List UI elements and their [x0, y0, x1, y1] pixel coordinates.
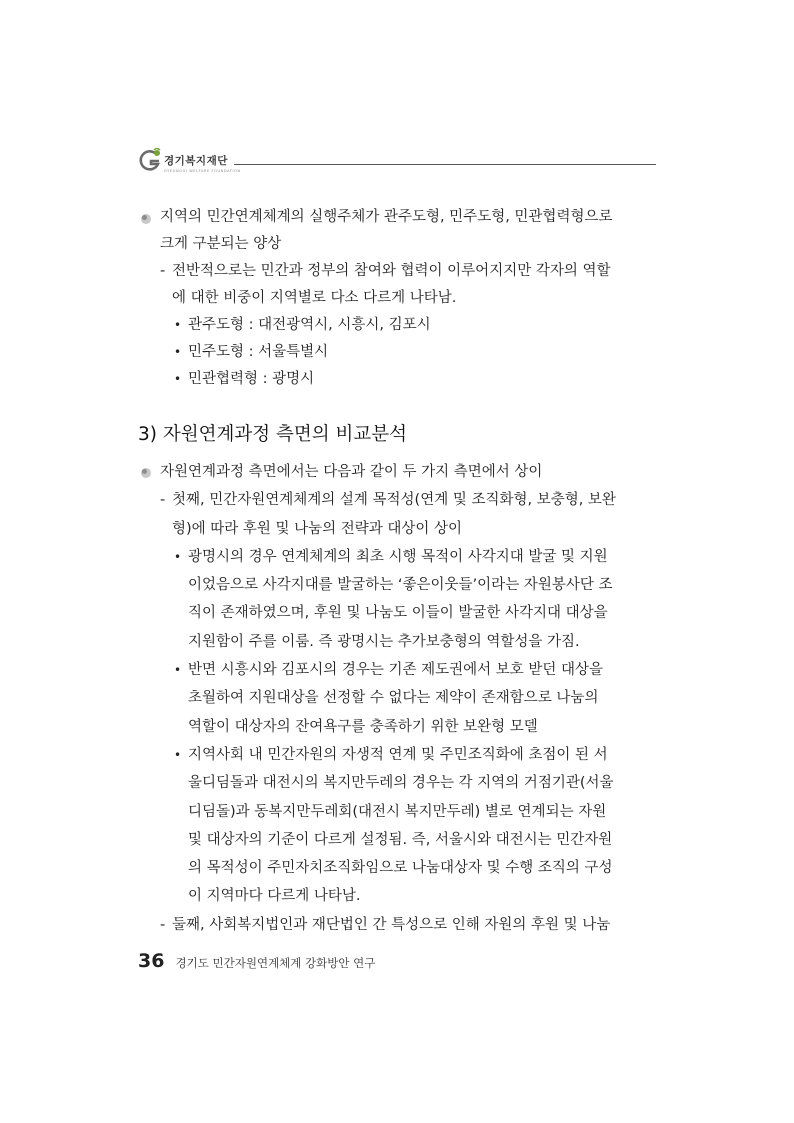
dash-text-cont: 에 대한 비중이 지역별로 다소 다르게 나타남.	[172, 290, 457, 306]
sub-item-cont: 이 지역마다 다르게 나타남.	[188, 888, 361, 905]
header-rule	[234, 164, 656, 165]
sub-item-cont: 역할이 대상자의 잔여욕구를 충족하기 위한 보완형 모델	[188, 718, 538, 735]
sub-item	[138, 543, 658, 571]
dash-text: 첫째, 민간자원연계체계의 설계 목적성(연계 및 조직화형, 보충형, 보완	[172, 492, 616, 509]
org-name: 경기복지재단	[164, 155, 228, 167]
body-section-a	[138, 204, 658, 393]
foundation-logo-icon	[138, 148, 162, 174]
sub-item	[138, 312, 658, 339]
sub-item-text: 민관협력형 : 광명시	[188, 371, 315, 387]
dot-icon: •	[174, 345, 182, 359]
bullet-item	[138, 204, 658, 231]
bullet-icon	[139, 212, 152, 225]
sub-item-cont: 초월하여 지원대상을 선정할 수 없다는 제약이 존재함으로 나눔의	[188, 690, 599, 707]
body-section-b	[138, 458, 658, 939]
dash-icon: -	[160, 492, 166, 509]
sub-item-text: 민주도형 : 서울특별시	[188, 344, 329, 360]
dot-icon: •	[174, 549, 182, 564]
sub-item-cont: 및 대상자의 기준이 다르게 설정됨. 즉, 서울시와 대전시는 민간자원	[188, 831, 613, 848]
sub-item-cont: 지원함이 주를 이룸. 즉 광명시는 추가보충형의 역할성을 가짐.	[188, 633, 580, 650]
dash-icon: -	[160, 263, 166, 279]
sub-item-cont: 이었음으로 사각지대를 발굴하는 ‘좋은이웃들’이라는 자원봉사단 조	[188, 577, 613, 594]
dot-icon: •	[174, 663, 182, 678]
sub-item	[138, 366, 658, 393]
dash-text: 전반적으로는 민간과 정부의 참여와 협력이 이루어지지만 각자의 역할	[172, 263, 611, 279]
bullet-text: 자원연계과정 측면에서는 다음과 같이 두 가지 측면에서 상이	[160, 464, 543, 480]
sub-item-text: 광명시의 경우 연계체계의 최초 시행 목적이 사각지대 발굴 및 지원	[188, 548, 608, 565]
page-number: 36	[138, 950, 165, 972]
section-heading: 3) 자원연계과정 측면의 비교분석	[138, 424, 407, 445]
sub-item-cont: 직이 존재하였으며, 후원 및 나눔도 이들이 발굴한 사각지대 대상을	[188, 605, 608, 622]
dash-item	[138, 486, 658, 514]
page-footer	[138, 950, 375, 972]
sub-item	[138, 656, 658, 684]
bullet-item	[138, 458, 658, 486]
bullet-text-cont: 크게 구분되는 양상	[160, 236, 282, 252]
bullet-icon	[139, 466, 152, 479]
footer-doc-title: 경기도 민간자원연계체계 강화방안 연구	[175, 956, 376, 970]
sub-item-cont: 울디딤돌과 대전시의 복지만두레의 경우는 각 지역의 거점기관(서울	[188, 775, 614, 792]
sub-item	[138, 339, 658, 366]
dash-icon: -	[160, 916, 166, 933]
sub-item	[138, 741, 658, 769]
dash-text: 둘째, 사회복지법인과 재단법인 간 특성으로 인해 자원의 후원 및 나눔	[172, 916, 611, 933]
dot-icon: •	[174, 747, 182, 762]
dash-text-cont: 형)에 따라 후원 및 나눔의 전략과 대상이 상이	[172, 520, 463, 537]
bullet-text: 지역의 민간연계체계의 실행주체가 관주도형, 민주도형, 민관협력형으로	[160, 209, 613, 225]
dot-icon: •	[174, 372, 182, 386]
sub-item-text: 반면 시흥시와 김포시의 경우는 기존 제도권에서 보호 받던 대상을	[188, 662, 604, 679]
sub-item-text: 관주도형 : 대전광역시, 시흥시, 김포시	[188, 317, 431, 333]
running-header	[138, 148, 656, 178]
dash-item	[138, 911, 658, 939]
sub-item-text: 지역사회 내 민간자원의 자생적 연계 및 주민조직화에 초점이 된 서	[188, 746, 608, 763]
sub-item-cont: 의 목적성이 주민자치조직화임으로 나눔대상자 및 수행 조직의 구성	[188, 860, 613, 877]
dot-icon: •	[174, 318, 182, 332]
dash-item	[138, 258, 658, 285]
sub-item-cont: 디딤돌)과 동복지만두레회(대전시 복지만두레) 별로 연계되는 자원	[188, 803, 607, 820]
org-name-en: GYEONGGI WELFARE FOUNDATION	[164, 169, 241, 173]
